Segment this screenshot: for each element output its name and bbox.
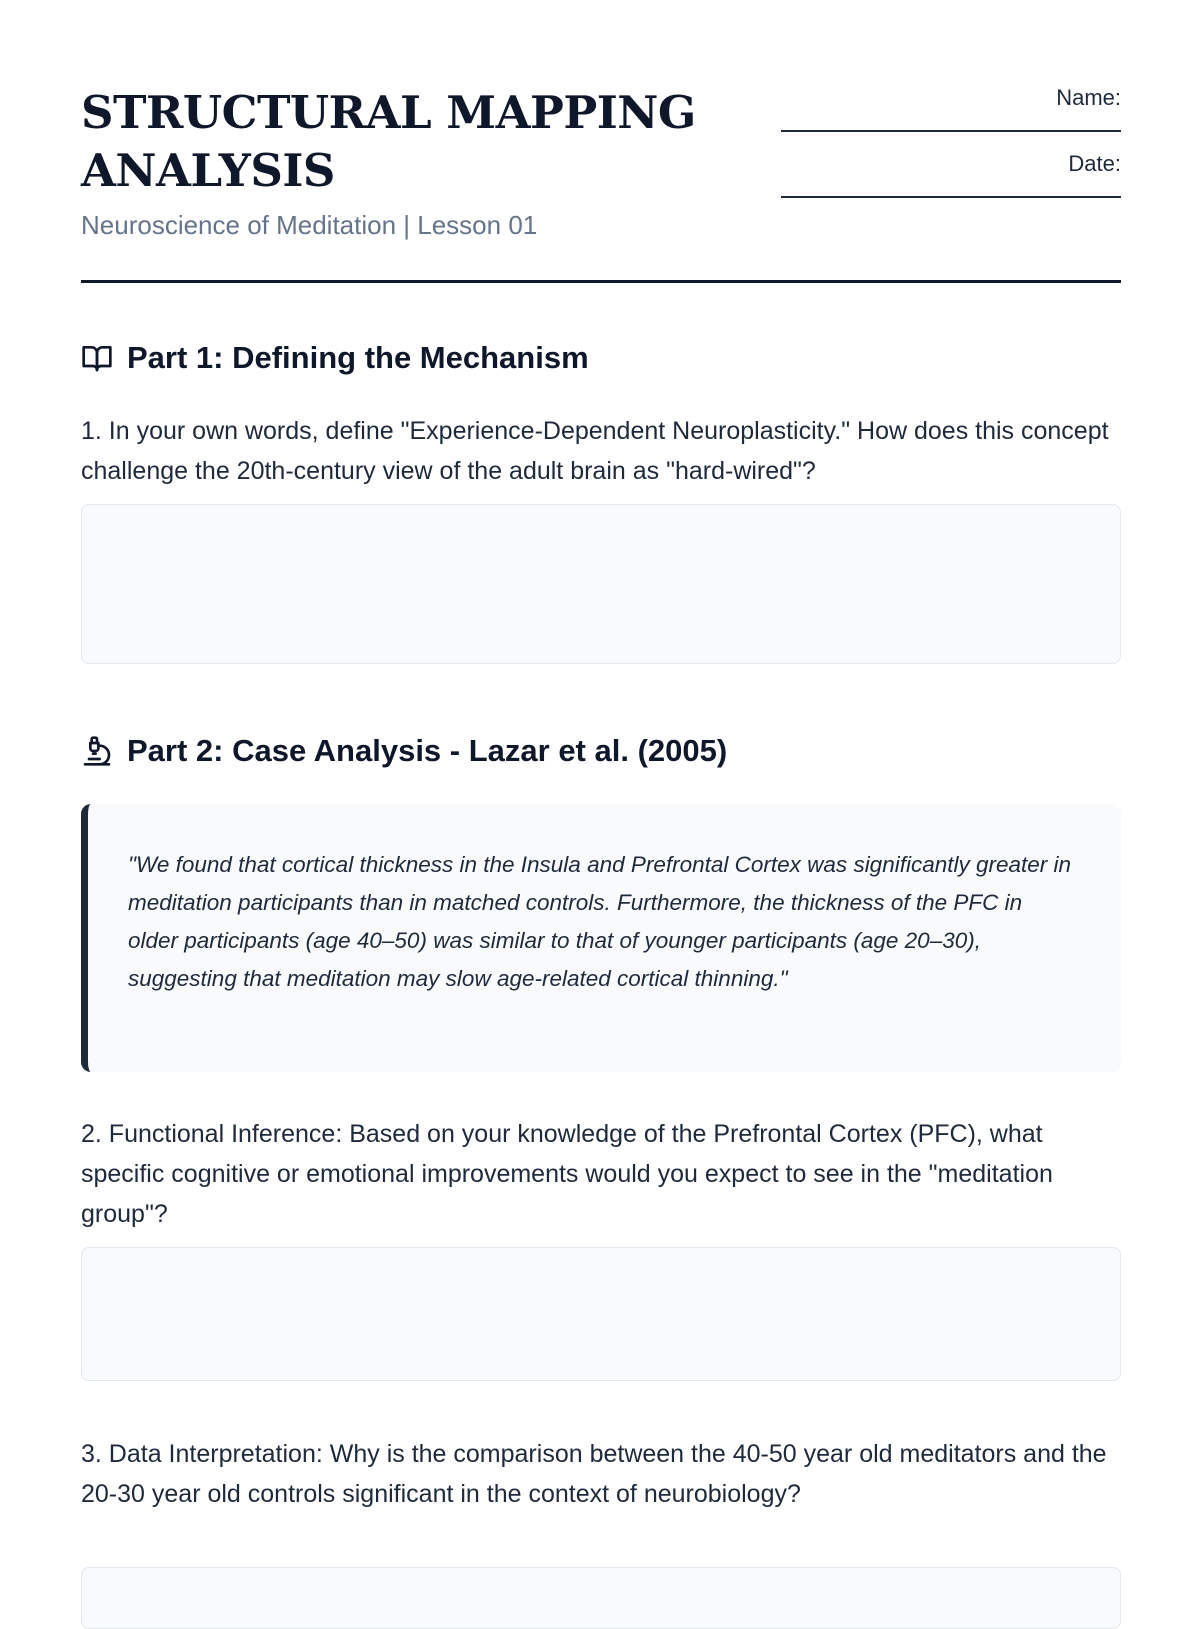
part1-heading-text: Part 1: Defining the Mechanism (127, 340, 589, 375)
page-title: STRUCTURAL MAPPING ANALYSIS (81, 86, 696, 197)
part2-heading (81, 733, 1121, 769)
question-1: 1. In your own words, define "Experience-Dependent Neuroplasticity." How does this concept challenge the 20th-century view of the adult brain as "hard-wired"? (81, 417, 1109, 485)
student-info (781, 84, 1121, 216)
question-3: 3. Data Interpretation: Why is the comparison between the 40-50 year old meditators and the 20-30 year old controls significant in the context of neurobiology? (81, 1440, 1107, 1508)
date-label: Date: (1068, 151, 1121, 176)
answer-box-3[interactable] (81, 1567, 1121, 1629)
part1-heading (81, 340, 1121, 376)
name-label: Name: (1056, 85, 1121, 110)
microscope-icon (81, 735, 113, 767)
question-2: 2. Functional Inference: Based on your knowledge of the Prefrontal Cortex (PFC), what specific cognitive or emotional improvements would you expect to see in the "meditation group"? (81, 1120, 1053, 1228)
header-divider (81, 280, 1121, 283)
answer-box-1[interactable] (81, 504, 1121, 664)
study-quote: "We found that cortical thickness in the Insula and Prefrontal Cortex was significantly greater in meditation participants than in matched controls. Furthermore, the thickness of the PFC in older participants (age 40–50) was similar to that of younger participants (age 20–30), suggesting that meditation may slow age-related cortical thinning." (81, 804, 1121, 1072)
name-field[interactable] (781, 130, 1121, 132)
book-open-icon (81, 342, 113, 374)
worksheet-header (81, 84, 1121, 284)
part2-heading-text: Part 2: Case Analysis - Lazar et al. (2005) (127, 733, 728, 768)
page-subtitle: Neuroscience of Meditation | Lesson 01 (81, 210, 538, 240)
answer-box-2[interactable] (81, 1247, 1121, 1381)
date-field[interactable] (781, 196, 1121, 198)
